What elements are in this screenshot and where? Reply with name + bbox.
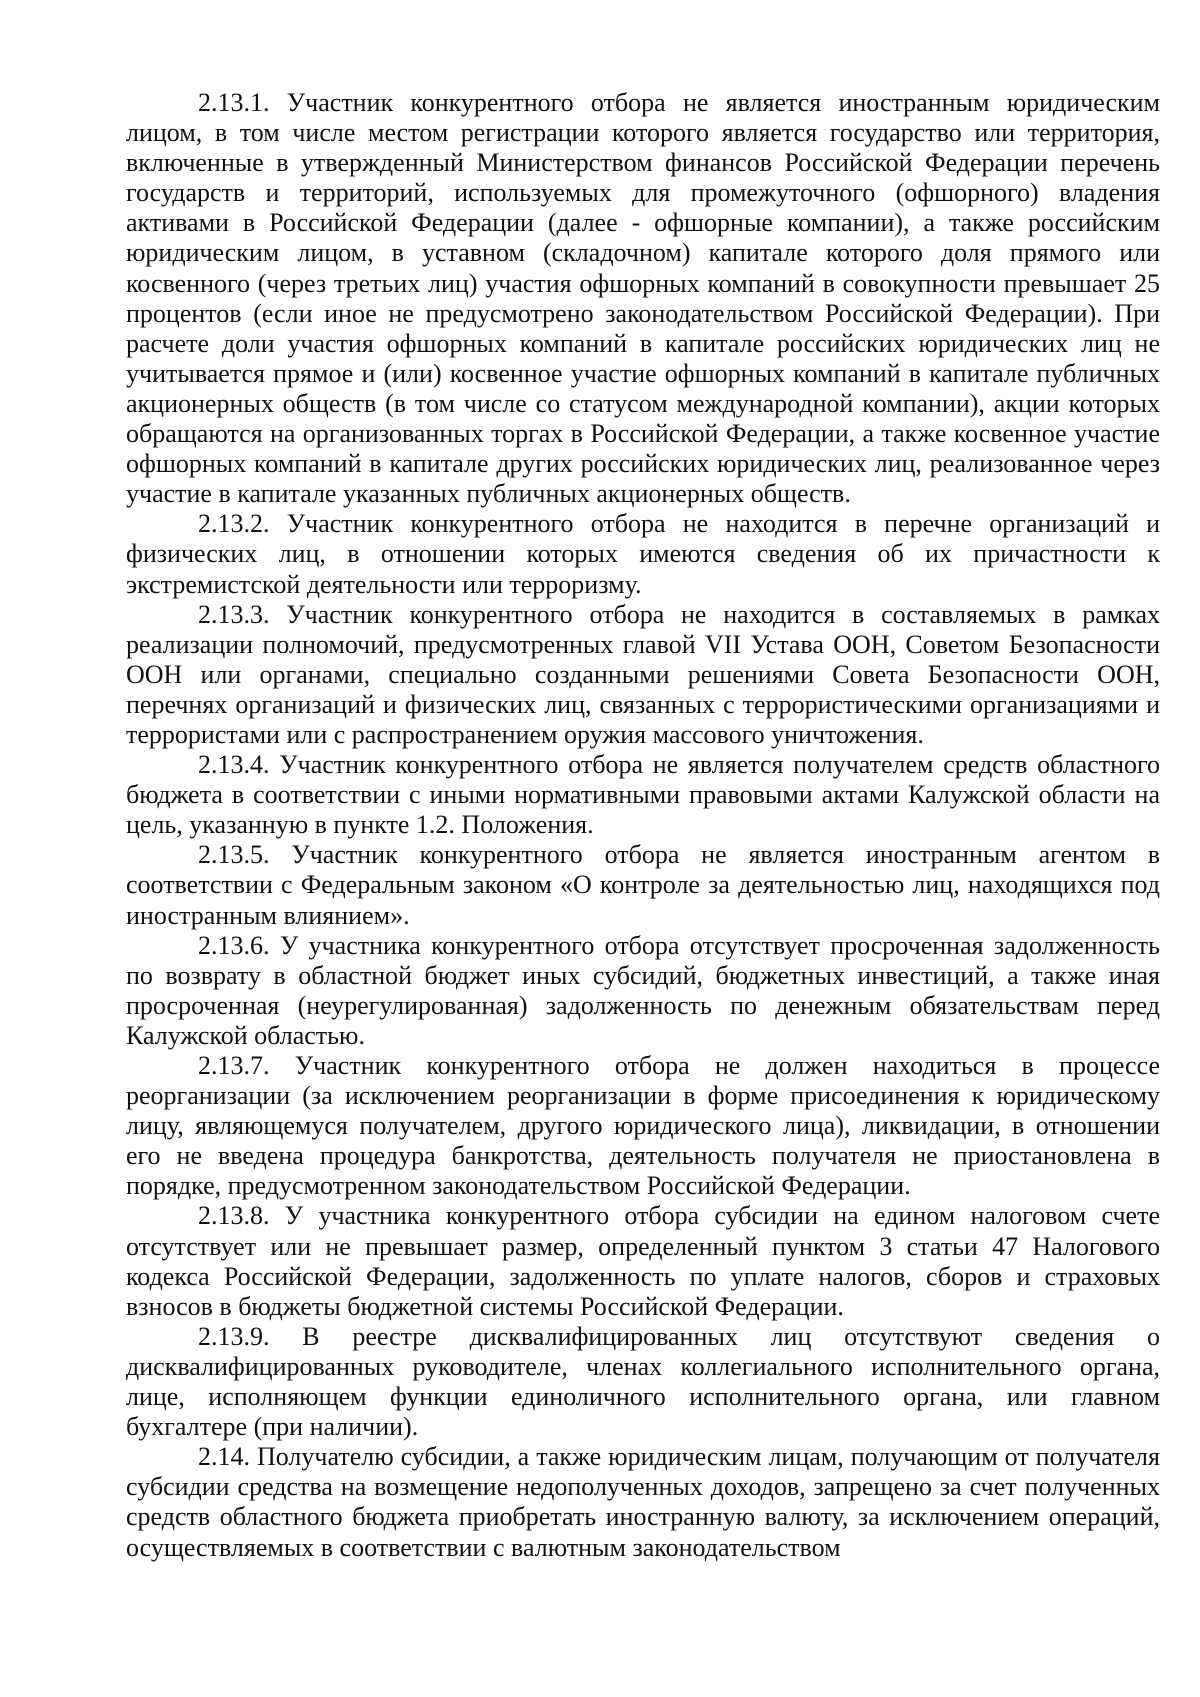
paragraph-2-13-2: 2.13.2. Участник конкурентного отбора не находится в перечне организаций и физических лиц, в отношении которых имеются сведения об их причастности к экстремистской деятельности или терроризму. (126, 509, 1160, 599)
paragraph-2-14: 2.14. Получателю субсидии, а также юридическим лицам, получающим от получателя субсидии средства на возмещение недополученных доходов, запрещено за счет полученных средств областного бюджета приобретать иностранную валюту, за исключением операций, осуществляемых в соответствии с валютным законодательством (126, 1442, 1160, 1562)
paragraph-2-13-9: 2.13.9. В реестре дисквалифицированных лиц отсутствуют сведения о дисквалифицированных руководителе, членах коллегиального исполнительного органа, лице, исполняющем функции единоличного исполнительного органа, или главном бухгалтере (при наличии). (126, 1321, 1160, 1442)
paragraph-2-13-1: 2.13.1. Участник конкурентного отбора не является иностранным юридическим лицом, в том числе местом регистрации которого является государство или территория, включенные в утвержденный Министерством финансов Российской Федерации перечень государств и территорий, используемых для промежуточного (офшорного) владения активами в Российской Федерации (далее - офшорные компании), а также российским юридическим лицом, в уставном (складочном) капитале которого доля прямого или косвенного (через третьих лиц) участия офшорных компаний в совокупности превышает 25 процентов (если иное не предусмотрено законодательством Российской Федерации). При расчете доли участия офшорных компаний в капитале российских юридических лиц не учитывается прямое и (или) косвенное участие офшорных компаний в капитале публичных акционерных обществ (в том числе со статусом международной компании), акции которых обращаются на организованных торгах в Российской Федерации, а также косвенное участие офшорных компаний в капитале других российских юридических лиц, реализованное через участие в капитале указанных публичных акционерных обществ. (126, 88, 1160, 509)
paragraph-2-13-6: 2.13.6. У участника конкурентного отбора отсутствует просроченная задолженность по возврату в областной бюджет иных субсидий, бюджетных инвестиций, а также иная просроченная (неурегулированная) задолженность по денежным обязательствам перед Калужской областью. (126, 930, 1160, 1050)
paragraph-2-13-7: 2.13.7. Участник конкурентного отбора не должен находиться в процессе реорганизации (за исключением реорганизации в форме присоединения к юридическому лицу, являющемуся получателем, другого юридического лица), ликвидации, в отношении его не введена процедура банкротства, деятельность получателя не приостановлена в порядке, предусмотренном законодательством Российской Федерации. (126, 1051, 1160, 1201)
paragraph-2-13-5: 2.13.5. Участник конкурентного отбора не является иностранным агентом в соответствии с Федеральным законом «О контроле за деятельностью лиц, находящихся под иностранным влиянием». (126, 840, 1160, 930)
paragraph-2-13-8: 2.13.8. У участника конкурентного отбора субсидии на едином налоговом счете отсутствует или не превышает размер, определенный пунктом 3 статьи 47 Налогового кодекса Российской Федерации, задолженность по уплате налогов, сборов и страховых взносов в бюджеты бюджетной системы Российской Федерации. (126, 1201, 1160, 1321)
paragraph-2-13-4: 2.13.4. Участник конкурентного отбора не является получателем средств областного бюджета в соответствии с иными нормативными правовыми актами Калужской области на цель, указанную в пункте 1.2. Положения. (126, 750, 1160, 840)
paragraph-2-13-3: 2.13.3. Участник конкурентного отбора не находится в составляемых в рамках реализации полномочий, предусмотренных главой VII Устава ООН, Советом Безопасности ООН или органами, специально созданными решениями Совета Безопасности ООН, перечнях организаций и физических лиц, связанных с террористическими организациями и террористами или с распространением оружия массового уничтожения. (126, 599, 1160, 749)
document-body (126, 88, 1160, 1563)
